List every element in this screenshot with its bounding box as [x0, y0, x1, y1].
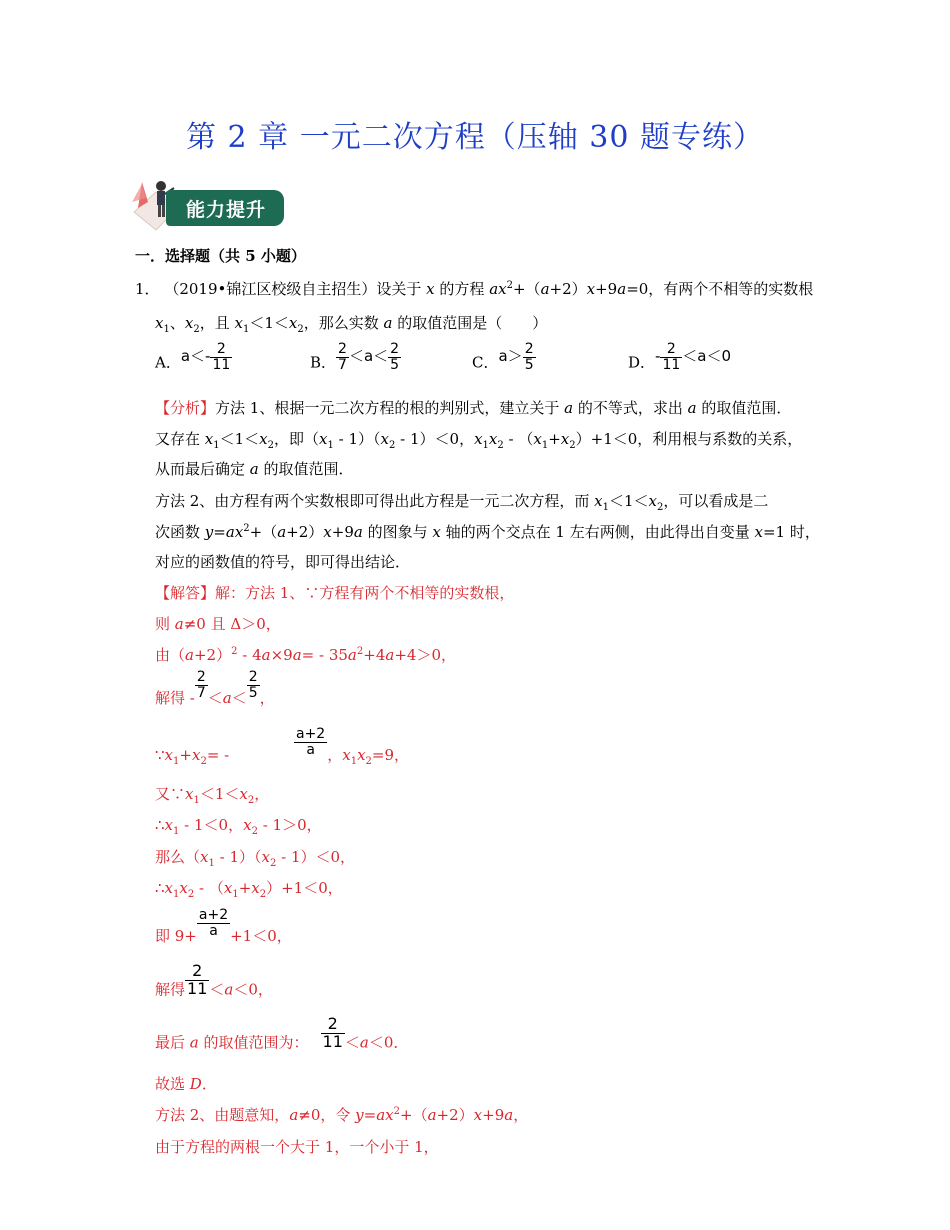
analysis-line-2: 又存在 $x_1<1<x_2$，即$(x_1 - 1)(x_2 - 1)<0$，$x_1x_2 - (x_1+x_2)+1<0$，利用根与系数的关系，	[155, 430, 803, 451]
page-title: 第 2 章 一元二次方程（压轴 30 题专练）	[186, 120, 764, 155]
analysis-line-5: 次函数 $y=ax^2+(a+2)x+9a$ 的图象与 x 轴的两个交点在 1 左右两侧，由此得出自变量 x=1 时，	[155, 523, 820, 541]
ability-badge	[128, 172, 288, 238]
solution-line-1: 【解答】解：方法 1、∵方程有两个不相等的实数根，	[155, 584, 515, 602]
question-number: 1．	[135, 280, 160, 298]
analysis-line-6: 对应的函数值的符号，即可得出结论．	[155, 553, 411, 571]
analysis-line-1: 【分析】方法 1、根据一元二次方程的根的判别式，建立关于 a 的不等式，求出 a 的取值范围．	[155, 399, 792, 417]
option-b[interactable]: B． $\frac{2}{7}$ ＜a＜ $\frac{2}{5}$	[310, 341, 400, 373]
question-1-line-1: 1． （2019•锦江区校级自主招生）设关于 x 的方程 $ax^2+(a+2)x+9a=0$，有两个不相等的实数根	[135, 280, 814, 298]
solution-line-7: $\therefore x_1 - 1<0$，$x_2 - 1>0$，	[155, 816, 322, 837]
solution-line-13: 故选 D．	[155, 1075, 217, 1093]
solution-line-2: 则 a≠0 且 Δ＞0，	[155, 615, 281, 633]
analysis-line-4: 方法 2、由方程有两个实数根即可得出此方程是一元二次方程，而 $x_1<1<x_2$，可以看成是二	[155, 492, 769, 513]
solution-line-6: 又$\because x_1<1<x_2$，	[155, 785, 270, 806]
analysis-line-3: 从而最后确定 a 的取值范围．	[155, 460, 354, 478]
solution-line-15: 由于方程的两根一个大于 1，一个小于 1，	[155, 1138, 439, 1156]
option-c[interactable]: C．a＞ $\frac{2}{5}$	[472, 341, 534, 373]
option-d[interactable]: D．- $\frac{2}{11}$ ＜a＜0	[628, 341, 732, 373]
solution-line-11: 解得 $\frac{2}{11}$ ＜a＜0，	[155, 961, 273, 999]
solution-line-5: $\because x_1+x_2=$ - $\frac{a+2}{a}$ ，$x_1x_2=9$，	[155, 726, 410, 768]
solution-line-12: 最后 a 的取值范围为： $\frac{2}{11}$ ＜a＜0．	[155, 1014, 409, 1052]
solution-line-3: 由$(a+2)^2 - 4a\times 9a= - 35a^2+4a+4>0$，	[155, 646, 456, 664]
option-a[interactable]: A．a＜- $\frac{2}{11}$	[155, 341, 231, 373]
solution-line-14: 方法 2、由题意知，a≠0，令 $y=ax^2+(a+2)x+9a$，	[155, 1106, 529, 1124]
solution-line-9: $\therefore x_1x_2 - (x_1+x_2)+1<0$，	[155, 879, 343, 900]
solution-line-8: 那么$(x_1 - 1)(x_2 - 1)<0$，	[155, 848, 356, 869]
question-1-line-2: $x_1$、$x_2$，且 $x_1<1<x_2$，那么实数 a 的取值范围是（ ）	[155, 314, 548, 335]
solution-tag: 【解答】	[155, 584, 216, 602]
solution-line-10: 即 9+ $\frac{a+2}{a}$ +1＜0，	[155, 907, 292, 946]
analysis-tag: 【分析】	[155, 399, 216, 417]
section-heading: 一．选择题（共 5 小题）	[135, 247, 306, 265]
question-source: （2019•锦江区校级自主招生）	[164, 280, 377, 298]
solution-line-4: 解得 - $\frac{2}{7}$ ＜a＜ $\frac{2}{5}$ ，	[155, 669, 275, 708]
badge-label: 能力提升	[186, 199, 267, 221]
